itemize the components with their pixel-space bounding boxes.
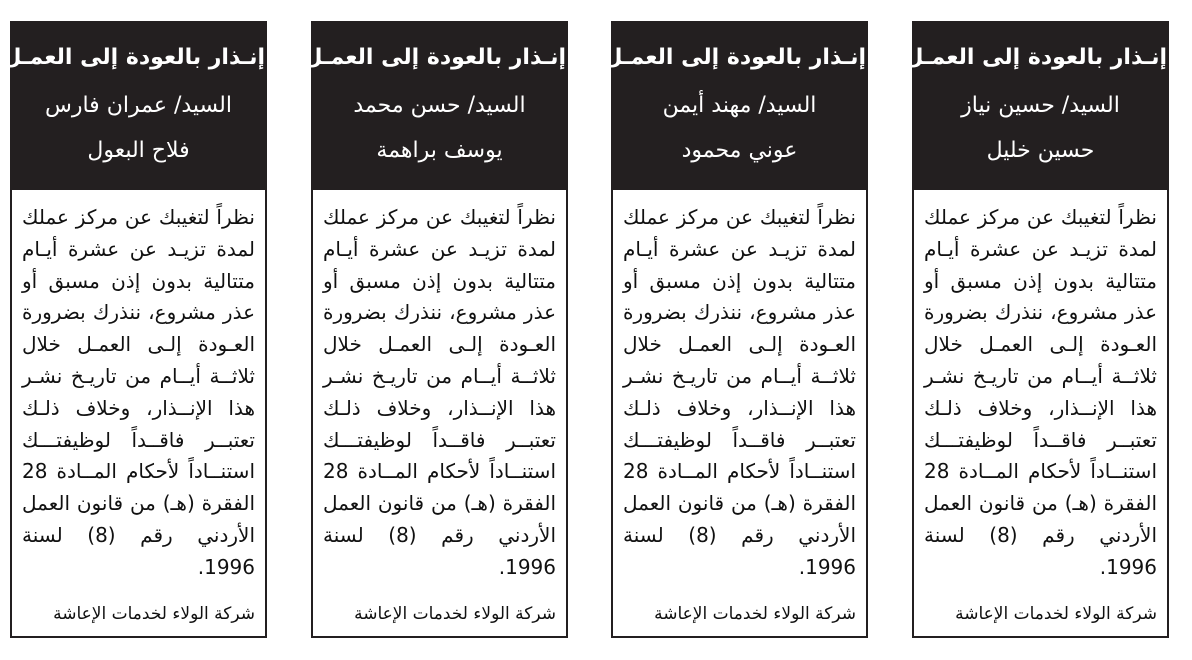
company-signature: شركة الولاء لخدمات الإعاشة [955,604,1157,624]
notice-body: نظراً لتغيبك عن مركز عملك لمدة تزيـد عن عشرة أيـام متتالية بدون إذن مسبق أو عذر مشروع، ننذرك بضرورة العـودة إلـى العمـل خلال ثلاثــة أيــام من تاريـخ نشـر هذا الإنــذار، وخلاف ذلـك تعتبــر فاقــداً لوظيفتـــك استنــاداً لأحكام المــادة 28 الفقرة (هـ) من قانون العمل الأردني رقم (8) لسنة 1996. [924,205,1158,579]
notice-card [2,21,267,638]
notice-header [603,23,866,190]
notice-title: إنـذار بالعودة إلى العمـل [603,45,866,70]
notice-header [2,23,265,190]
notice-header [303,23,566,190]
company-signature: شركة الولاء لخدمات الإعاشة [654,604,856,624]
employee-name: السيد/ حسن محمد يوسف براهمة [353,93,526,163]
notice-card [904,21,1169,638]
notice-body: نظراً لتغيبك عن مركز عملك لمدة تزيـد عن عشرة أيـام متتالية بدون إذن مسبق أو عذر مشروع، ننذرك بضرورة العـودة إلـى العمـل خلال ثلاثــة أيــام من تاريـخ نشـر هذا الإنــذار، وخلاف ذلـك تعتبــر فاقــداً لوظيفتـــك استنــاداً لأحكام المــادة 28 الفقرة (هـ) من قانون العمل الأردني رقم (8) لسنة 1996. [22,205,256,579]
notice-body: نظراً لتغيبك عن مركز عملك لمدة تزيـد عن عشرة أيـام متتالية بدون إذن مسبق أو عذر مشروع، ننذرك بضرورة العـودة إلـى العمـل خلال ثلاثــة أيــام من تاريـخ نشـر هذا الإنــذار، وخلاف ذلـك تعتبــر فاقــداً لوظيفتـــك استنــاداً لأحكام المــادة 28 الفقرة (هـ) من قانون العمل الأردني رقم (8) لسنة 1996. [623,205,857,579]
notice-header [904,23,1167,190]
notice-body: نظراً لتغيبك عن مركز عملك لمدة تزيـد عن عشرة أيـام متتالية بدون إذن مسبق أو عذر مشروع، ننذرك بضرورة العـودة إلـى العمـل خلال ثلاثــة أيــام من تاريـخ نشـر هذا الإنــذار، وخلاف ذلـك تعتبــر فاقــداً لوظيفتـــك استنــاداً لأحكام المــادة 28 الفقرة (هـ) من قانون العمل الأردني رقم (8) لسنة 1996. [323,205,557,579]
employee-name: السيد/ حسين نياز حسين خليل [961,93,1120,163]
employee-name: السيد/ مهند أيمن عوني محمود [662,93,817,163]
notice-title: إنـذار بالعودة إلى العمـل [303,45,566,70]
company-signature: شركة الولاء لخدمات الإعاشة [53,604,255,624]
notice-card [603,21,868,638]
notice-title: إنـذار بالعودة إلى العمـل [2,45,265,70]
notice-title: إنـذار بالعودة إلى العمـل [904,45,1167,70]
company-signature: شركة الولاء لخدمات الإعاشة [354,604,556,624]
notice-card [303,21,568,638]
employee-name: السيد/ عمران فارس فلاح البعول [45,93,232,163]
